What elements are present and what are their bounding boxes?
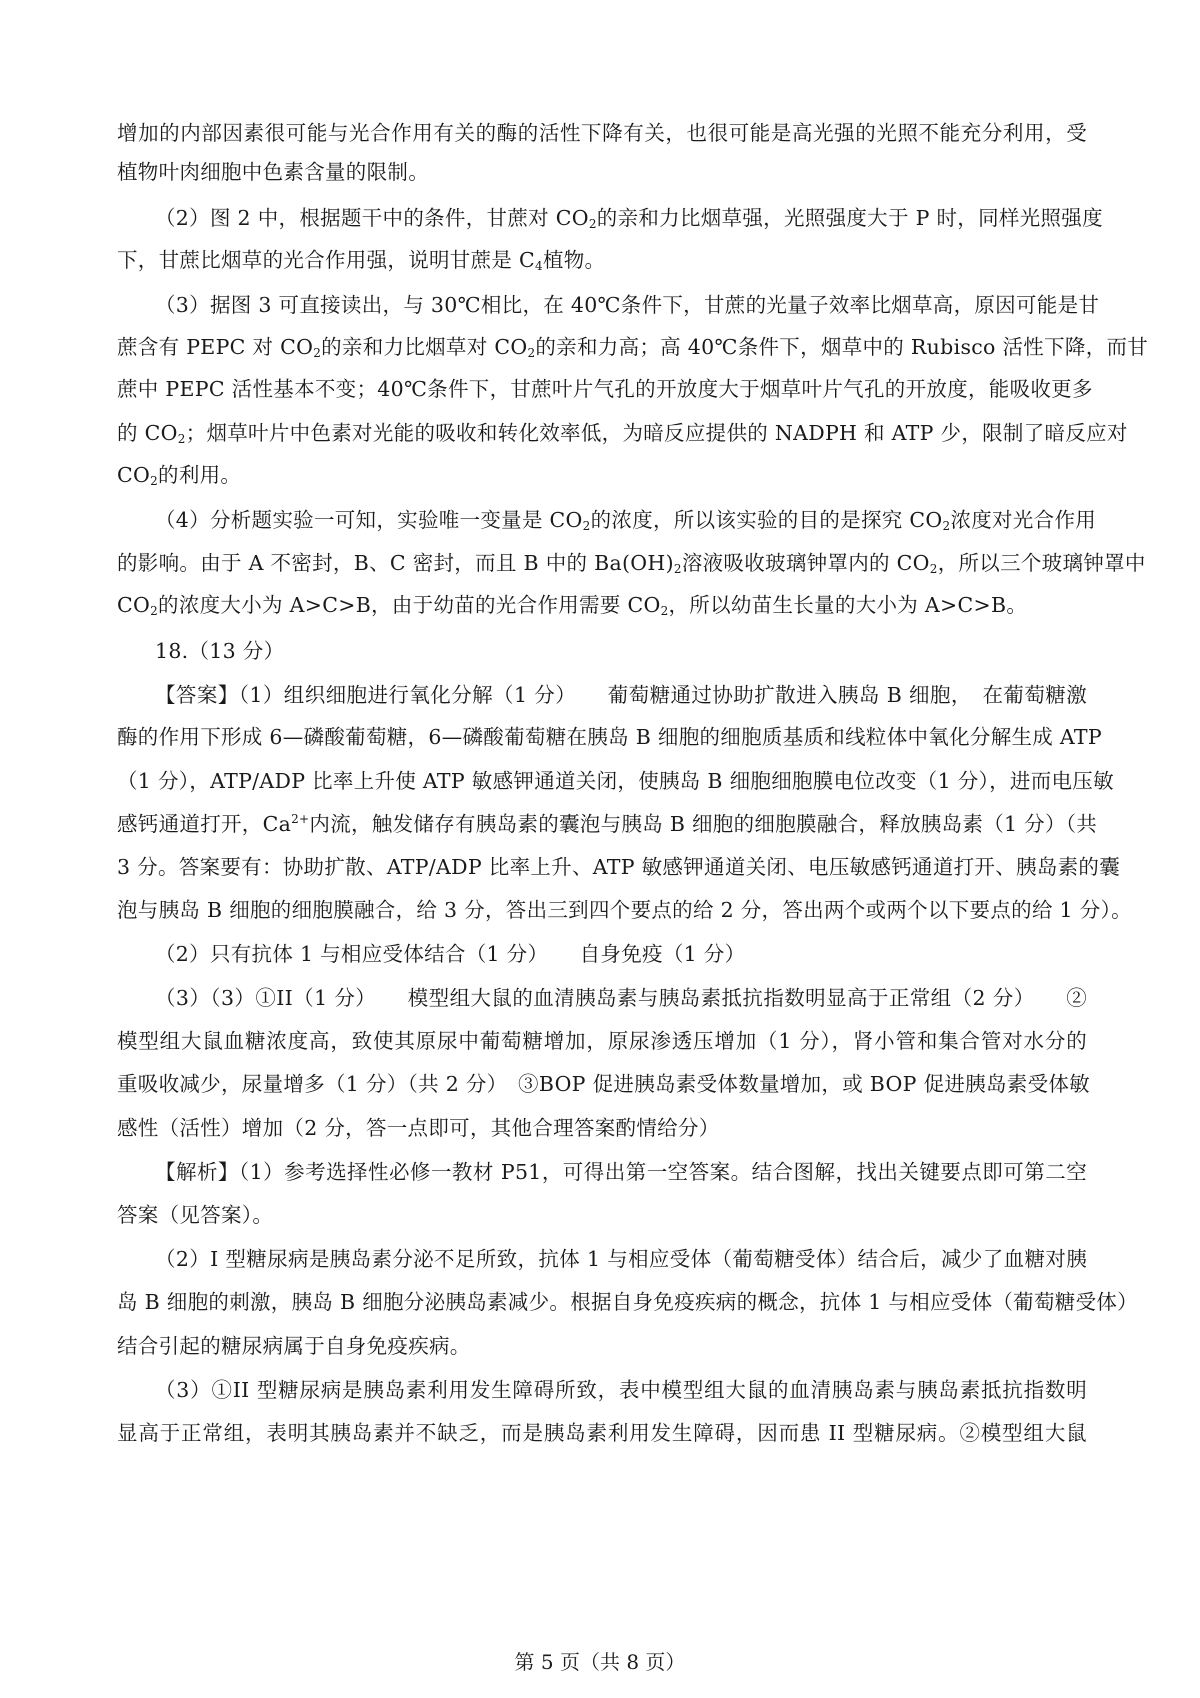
text-line: 泡与胰岛 B 细胞的细胞膜融合，给 3 分，答出三到四个要点的给 2 分，答出两个或两个以下要点的给 1 分）。: [117, 898, 1132, 922]
text-line: 蔗中 PEPC 活性基本不变；40℃条件下，甘蔗叶片气孔的开放度大于烟草叶片气孔的开放度，能吸收更多: [117, 377, 1093, 401]
text-line: 蔗含有 PEPC 对 $CO_2$的亲和力比烟草对 $CO_2$的亲和力高；高 40℃条件下，烟草中的 Rubisco 活性下降，而甘: [117, 335, 1149, 360]
text-line: （3）据图 3 可直接读出，与 30℃相比，在 40℃条件下，甘蔗的光量子效率比烟草高，原因可能是甘: [155, 293, 1100, 317]
text-line: （4）分析题实验一可知，实验唯一变量是 $CO_2$的浓度，所以该实验的目的是探究 $CO_2$浓度对光合作用: [155, 508, 1097, 533]
text-line: 增加的内部因素很可能与光合作用有关的酶的活性下降有关，也很可能是高光强的光照不能充分利用，受: [117, 121, 1087, 145]
text-line: （3）①II 型糖尿病是胰岛素利用发生障碍所致，表中模型组大鼠的血清胰岛素与胰岛素抵抗指数明: [155, 1378, 1087, 1402]
text-line: 3 分。答案要有：协助扩散、ATP/ADP 比率上升、ATP 敏感钾通道关闭、电压敏感钙通道打开、胰岛素的囊: [117, 855, 1121, 879]
text-line: 【解析】（1）参考选择性必修一教材 P51，可得出第一空答案。结合图解，找出关键要点即可第二空: [155, 1160, 1087, 1184]
text-line: 下，甘蔗比烟草的光合作用强，说明甘蔗是 $C_4$植物。: [117, 248, 606, 273]
text-line: 岛 B 细胞的刺激，胰岛 B 细胞分泌胰岛素减少。根据自身免疫疾病的概念，抗体 1 与相应受体（葡萄糖受体）: [117, 1290, 1138, 1314]
text-line: 植物叶肉细胞中色素含量的限制。: [117, 160, 429, 184]
page-footer: 第 5 页（共 8 页）: [514, 1650, 686, 1674]
text-line: 的影响。由于 A 不密封，B、C 密封，而且 B 中的 $Ba(OH)_2$溶液吸收玻璃钟罩内的 $CO_2$，所以三个玻璃钟罩中: [117, 551, 1146, 576]
text-line: $CO_2$的浓度大小为 A>C>B，由于幼苗的光合作用需要 $CO_2$，所以幼苗生长量的大小为 A>C>B。: [117, 593, 1028, 618]
text-line: 感性（活性）增加（2 分，答一点即可，其他合理答案酌情给分）: [117, 1116, 720, 1140]
text-line: 感钙通道打开，$Ca^{2+}$内流，触发储存有胰岛素的囊泡与胰岛 B 细胞的细胞膜融合，释放胰岛素（1 分）（共: [117, 812, 1098, 836]
text-line: 模型组大鼠血糖浓度高，致使其原尿中葡萄糖增加，原尿渗透压增加（1 分），肾小管和集合管对水分的: [117, 1029, 1087, 1053]
text-line: （1 分），ATP/ADP 比率上升使 ATP 敏感钾通道关闭，使胰岛 B 细胞细胞膜电位改变（1 分），进而电压敏: [117, 769, 1114, 793]
text-line: 显高于正常组，表明其胰岛素并不缺乏，而是胰岛素利用发生障碍，因而患 II 型糖尿病。②模型组大鼠: [117, 1421, 1087, 1445]
text-line: $CO_2$的利用。: [117, 463, 242, 488]
text-line: （2）图 2 中，根据题干中的条件，甘蔗对 $CO_2$的亲和力比烟草强，光照强度大于 P 时，同样光照强度: [155, 206, 1103, 231]
text-line: 重吸收减少，尿量增多（1 分）（共 2 分） ③BOP 促进胰岛素受体数量增加，或 BOP 促进胰岛素受体敏: [117, 1072, 1090, 1096]
question-number: 18.（13 分）: [155, 639, 285, 663]
text-line: （3）（3）①II（1 分） 模型组大鼠的血清胰岛素与胰岛素抵抗指数明显高于正常组（2 分） ②: [155, 986, 1087, 1010]
text-line: （2）I 型糖尿病是胰岛素分泌不足所致，抗体 1 与相应受体（葡萄糖受体）结合后，减少了血糖对胰: [155, 1247, 1087, 1271]
text-line: 的 $CO_2$；烟草叶片中色素对光能的吸收和转化效率低，为暗反应提供的 NADPH 和 ATP 少，限制了暗反应对: [117, 421, 1128, 446]
text-line: 【答案】（1）组织细胞进行氧化分解（1 分） 葡萄糖通过协助扩散进入胰岛 B 细胞， 在葡萄糖激: [155, 683, 1087, 707]
text-line: （2）只有抗体 1 与相应受体结合（1 分） 自身免疫（1 分）: [155, 942, 746, 966]
text-line: 答案（见答案）。: [117, 1203, 274, 1227]
text-line: 结合引起的糖尿病属于自身免疫疾病。: [117, 1334, 471, 1358]
text-line: 酶的作用下形成 6—磷酸葡萄糖，6—磷酸葡萄糖在胰岛 B 细胞的细胞质基质和线粒体中氧化分解生成 ATP: [117, 725, 1102, 749]
